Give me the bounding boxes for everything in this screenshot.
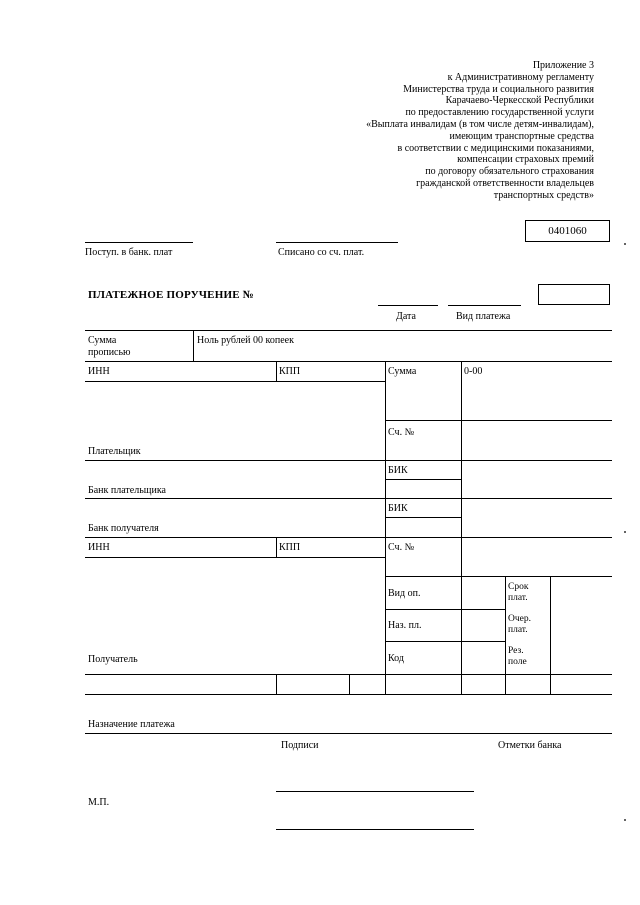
form-line xyxy=(85,557,385,558)
payer-bik-label: БИК xyxy=(388,465,408,476)
document-title: ПЛАТЕЖНОЕ ПОРУЧЕНИЕ № xyxy=(88,289,254,301)
appendix-header xyxy=(330,60,594,202)
appendix-line: Карачаево-Черкесской Республики xyxy=(445,95,594,107)
form-line xyxy=(276,361,277,381)
form-line xyxy=(385,361,386,694)
appendix-line: в соответствии с медицинскими показаниями, xyxy=(397,142,594,154)
payee-account-label: Сч. № xyxy=(388,542,415,553)
payee-inn-label: ИНН xyxy=(88,542,110,553)
signatures-label: Подписи xyxy=(281,740,319,751)
form-line xyxy=(85,537,612,538)
form-line xyxy=(276,537,277,557)
term-label: Срок плат. xyxy=(508,582,529,603)
form-line xyxy=(385,479,461,480)
payee-label: Получатель xyxy=(88,654,138,665)
amount-words-label: Сумма прописью xyxy=(88,335,131,358)
payment-purpose-label: Назначение платежа xyxy=(88,719,175,730)
appendix-line: Министерства труда и социального развития xyxy=(403,83,594,95)
appendix-line: транспортных средств» xyxy=(493,189,594,201)
appendix-line: Приложение 3 xyxy=(532,60,594,71)
form-line xyxy=(385,576,612,577)
payee-bik-label: БИК xyxy=(388,503,408,514)
form-code-box xyxy=(525,220,610,242)
received-label: Поступ. в банк. плат xyxy=(85,247,173,258)
signature-line xyxy=(276,829,474,830)
bank-marks-label: Отметки банка xyxy=(498,740,562,751)
form-line xyxy=(461,361,462,694)
appendix-line: «Выплата инвалидам (в том числе детям-инвалидам), xyxy=(366,118,594,130)
form-line xyxy=(85,330,612,331)
debited-line xyxy=(276,242,398,243)
form-line xyxy=(550,576,551,694)
form-line xyxy=(85,381,385,382)
form-line xyxy=(193,330,194,361)
form-line xyxy=(385,420,612,421)
form-line xyxy=(85,694,612,695)
payer-account-label: Сч. № xyxy=(388,427,415,438)
scan-speck xyxy=(624,243,626,245)
payment-type-code-box xyxy=(538,284,610,305)
form-line xyxy=(385,641,505,642)
appendix-line: гражданской ответственности владельцев xyxy=(416,177,594,189)
signature-line xyxy=(276,791,474,792)
payer-kpp-label: КПП xyxy=(279,366,301,377)
stamp-label: М.П. xyxy=(88,797,110,808)
date-line xyxy=(378,305,438,306)
priority-label: Очер. плат. xyxy=(508,614,531,635)
amount-label: Сумма xyxy=(388,366,417,377)
debited-label: Списано со сч. плат. xyxy=(278,247,365,258)
op-type-label: Вид оп. xyxy=(388,588,421,599)
appendix-line: по предоставлению государственной услуги xyxy=(405,107,594,119)
code-label: Код xyxy=(388,653,404,664)
form-line xyxy=(85,361,612,362)
form-line xyxy=(349,674,350,694)
amount-value: 0-00 xyxy=(464,366,483,377)
payer-inn-label: ИНН xyxy=(88,366,110,377)
payee-bank-label: Банк получателя xyxy=(88,523,159,534)
reserve-label: Рез. поле xyxy=(508,646,527,667)
scan-speck xyxy=(624,531,626,533)
form-code: 0401060 xyxy=(548,225,587,237)
appendix-line: компенсации страховых премий xyxy=(457,154,594,166)
payment-type-label: Вид платежа xyxy=(456,311,511,322)
form-line xyxy=(385,609,505,610)
appendix-line: имеющим транспортные средства xyxy=(449,130,594,142)
appendix-line: по договору обязательного страхования xyxy=(425,166,594,178)
scan-speck xyxy=(624,819,626,821)
form-line xyxy=(85,460,612,461)
date-label: Дата xyxy=(396,311,416,322)
form-line xyxy=(385,517,461,518)
payer-bank-label: Банк плательщика xyxy=(88,485,166,496)
received-line xyxy=(85,242,193,243)
payee-kpp-label: КПП xyxy=(279,542,301,553)
amount-words-value: Ноль рублей 00 копеек xyxy=(197,335,294,346)
form-line xyxy=(85,733,612,734)
purpose-code-label: Наз. пл. xyxy=(388,620,422,631)
appendix-line: к Административному регламенту xyxy=(447,71,594,83)
payment-type-line xyxy=(448,305,521,306)
form-line xyxy=(85,498,612,499)
form-line xyxy=(505,576,506,694)
payer-label: Плательщик xyxy=(88,446,141,457)
form-line xyxy=(276,674,277,694)
